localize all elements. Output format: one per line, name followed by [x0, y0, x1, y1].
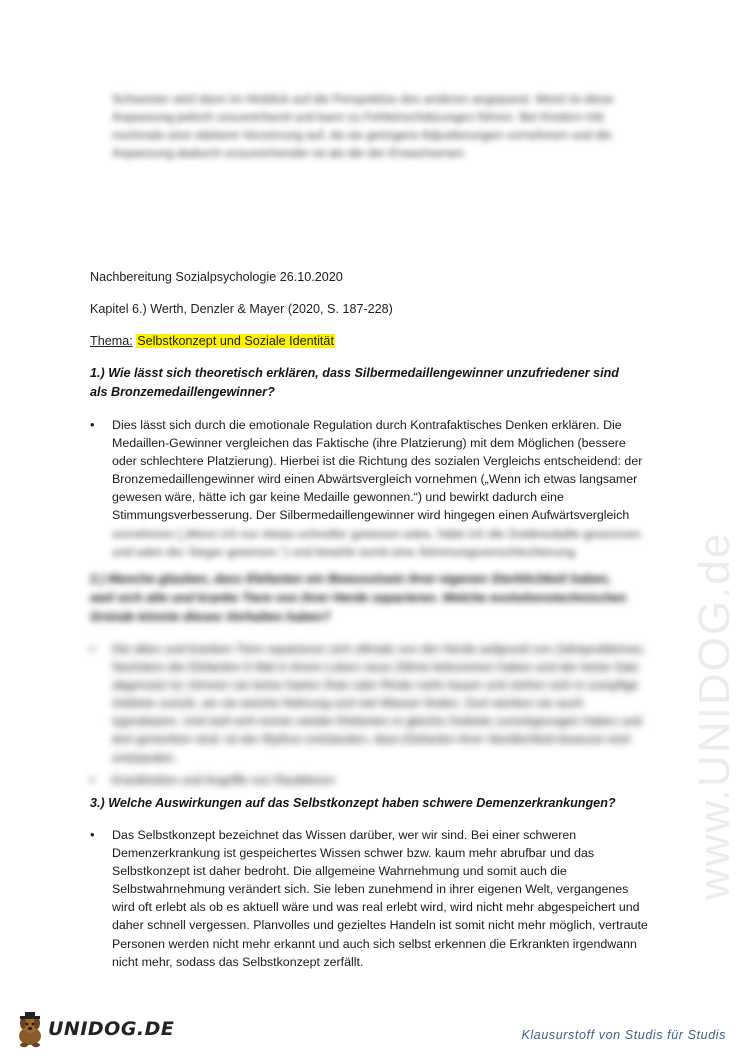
logo-text: UNIDOG.DE [48, 1018, 175, 1040]
bullet-icon: • [90, 771, 95, 787]
list-item [90, 826, 650, 971]
topic-label: Thema: [90, 334, 133, 348]
blurred-paragraph-top: Schwester wird dann im Hinblick auf die Perspektive des anderen angepasst. Meist ist diese Anpassung jedoch unzureichend und kann zu Fehleinschätzungen führen. Bei Kindern tritt nochmals eine stärkere Verzerrung auf, da sie geringere Adjustierungen vornehmen und die Anpassung dadurch unzureichender ist als die der Erwachsenen. [112, 92, 614, 160]
bullet-icon: • [90, 827, 95, 842]
answer-1-text: Dies lässt sich durch die emotionale Regulation durch Kontrafaktisches Denken erklären. Die Medaillen-Gewinner vergleichen das Faktische (ihre Platzierung) mit dem Möglichen (bessere oder schlechtere Platzierung). Hierbei ist die Richtung des sozialen Vergleichs entscheidend: der Bronzemedaillengewinner wird einen Abwärtsvergleich vornehmen („Wenn ich etwas langsamer gewesen wäre, hätte ich gar keine Medaille gewonnen.“) und bewirkt dadurch eine Stimmungsverbesserung. Der Silbermedaillengewinner wird hingegen einen Aufwärtsvergleich [112, 418, 643, 523]
date-line: Nachbereitung Sozialpsychologie 26.10.2020 [90, 270, 343, 284]
list-item [90, 640, 650, 767]
answer-list-2-blurred [90, 640, 650, 789]
question-2-blurred: 2.) Manche glauben, dass Elefanten ein Bewusstsein ihrer eigenen Sterblichkeit haben, weil sich alte und kranke Tiere von ihrer Herde separieren. Welche evolutionstechnischen Gründe könnte dieses Verhalten haben? [90, 572, 627, 624]
answer-2a-text: Die alten und kranken Tiere separieren sich oftmals von der Herde aufgrund von Zahnproblemen. Nachdem die Elefanten 6 Mal in ihrem Leben neue Zähne bekommen haben und der letzte Satz abgenutzt ist, können sie keine harten Äste oder Rinde mehr kauen und ziehen sich in sumpfige Gebiete zurück, wo sie weiche Nahrung und viel Wasser finden. Dort sterben sie auch irgendwann. Und weil sich immer wieder Elefanten in gleiche Gebiete zurückgezogen haben und dort gestorben sind, ist der Mythos entstanden, dass Elefanten ihrer Sterblichkeit bewusst sind entstanden. [112, 642, 646, 765]
bullet-icon: • [90, 417, 95, 432]
topic-line [90, 332, 335, 350]
watermark-text: www.UNIDOG.de [690, 531, 739, 900]
list-item [90, 416, 650, 561]
answer-3-text: Das Selbstkonzept bezeichnet das Wissen darüber, wer wir sind. Bei einer schweren Demenzerkrankung ist gespeichertes Wissen schwer bzw. kaum mehr abrufbar und das Selbstkonzept ist daher bedroht. Die allgemeine Wahrnehmung und somit auch die Selbstwahrnehmung verändert sich. Sie leben zunehmend in ihrer eigenen Welt, vergangenes wird oft erlebt als ob es aktuell wäre und was real erlebt wird, wird nicht mehr abgespeichert und daher schnell vergessen. Planvolles und gezieltes Handeln ist somit nicht mehr möglich, vertraute Personen werden nicht mehr erkannt und auch sich selbst erkennen die Erkrankten irgendwann nicht mehr, sodass das Selbstkonzept zerfällt. [112, 828, 648, 969]
question-1: 1.) Wie lässt sich theoretisch erklären, dass Silbermedaillengewinner unzufriedener sind als Bronzemedaillengewinner? [90, 366, 619, 399]
unidog-logo [10, 1010, 175, 1050]
chapter-line: Kapitel 6.) Werth, Denzler & Mayer (2020, S. 187-228) [90, 302, 393, 316]
question-3: 3.) Welche Auswirkungen auf das Selbstkonzept haben schwere Demenzerkrankungen? [90, 796, 616, 810]
footer-tagline: Klausurstoff von Studis für Studis [521, 1028, 726, 1042]
topic-highlight: Selbstkonzept und Soziale Identität [137, 334, 334, 348]
answer-2b-text: Krankheiten und Angriffe von Raubtieren [112, 772, 335, 787]
bullet-icon: • [90, 641, 95, 656]
answer-list-3 [90, 826, 650, 971]
dog-icon [10, 1010, 50, 1050]
list-item [90, 771, 650, 789]
answer-1-blurred-text: vornehmen („Wenn ich nur etwas schneller gewesen wäre, hätte ich die Goldmedaille gewonnen und wäre der Sieger gewesen.“) und bewirkt somit eine Stimmungsverschlechterung. [112, 526, 641, 559]
answer-list-1 [90, 416, 650, 561]
